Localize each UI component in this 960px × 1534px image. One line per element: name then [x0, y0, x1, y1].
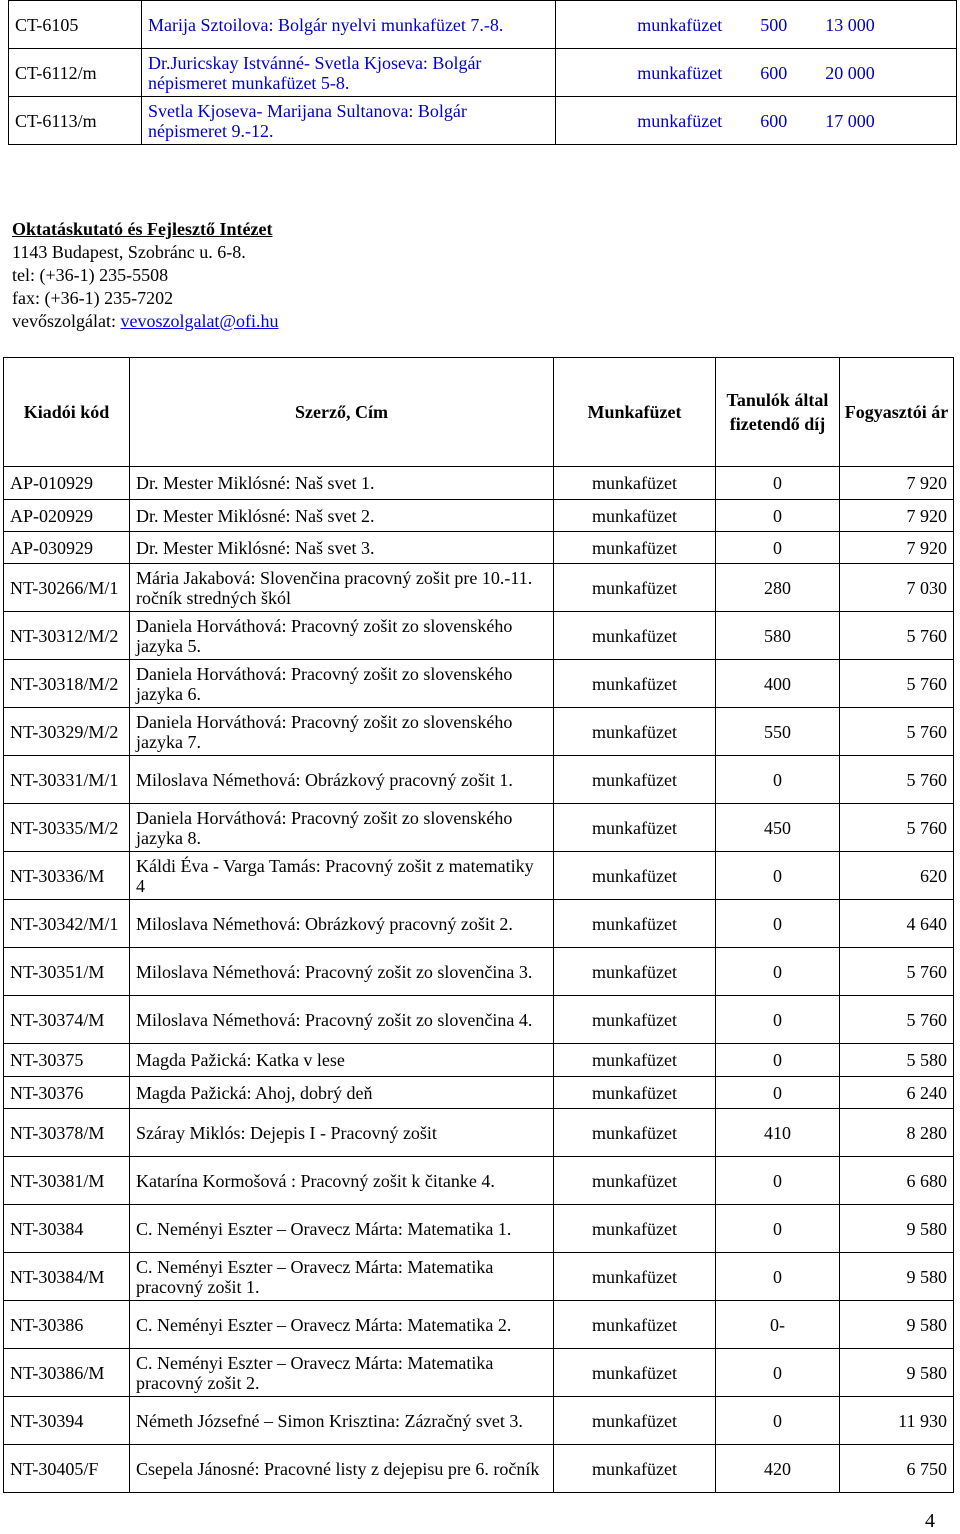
- cell-fee: 0: [716, 1157, 840, 1205]
- cell-title: Magda Pažická: Ahoj, dobrý deň: [130, 1077, 554, 1109]
- cell-price: 7 920: [840, 500, 954, 532]
- cell-title: C. Neményi Eszter – Oravecz Márta: Matematika 1.: [130, 1205, 554, 1253]
- top-cell-fee: 500: [760, 14, 788, 35]
- cell-code: NT-30375: [4, 1044, 130, 1077]
- cell-fee: 420: [716, 1445, 840, 1493]
- cell-fee: 0: [716, 1205, 840, 1253]
- cell-code: NT-30336/M: [4, 852, 130, 900]
- cell-fee: 410: [716, 1109, 840, 1157]
- cell-type: munkafüzet: [554, 996, 716, 1044]
- cell-fee: 0: [716, 900, 840, 948]
- cell-title: C. Neményi Eszter – Oravecz Márta: Matematika pracovný zošit 2.: [130, 1349, 554, 1397]
- cell-title: Mária Jakabová: Slovenčina pracovný zošit pre 10.-11. ročník stredných škól: [130, 564, 554, 612]
- cell-type: munkafüzet: [554, 1301, 716, 1349]
- cell-type: munkafüzet: [554, 1109, 716, 1157]
- cell-fee: 0-: [716, 1301, 840, 1349]
- top-cell-code: CT-6112/m: [9, 49, 142, 97]
- cell-type: munkafüzet: [554, 1044, 716, 1077]
- cell-title: Csepela Jánosné: Pracovné listy z dejepisu pre 6. ročník: [130, 1445, 554, 1493]
- cell-fee: 0: [716, 467, 840, 500]
- cell-title: Németh Józsefné – Simon Krisztina: Zázračný svet 3.: [130, 1397, 554, 1445]
- cell-code: AP-020929: [4, 500, 130, 532]
- email-link[interactable]: vevoszolgalat@ofi.hu: [120, 311, 279, 331]
- top-cell-price: 17 000: [825, 110, 875, 131]
- cell-type: munkafüzet: [554, 532, 716, 564]
- table-row: [4, 1349, 954, 1397]
- table-row: [4, 708, 954, 756]
- table-row: [4, 532, 954, 564]
- cell-fee: 0: [716, 1077, 840, 1109]
- publisher-service: [12, 310, 279, 333]
- cell-code: AP-010929: [4, 467, 130, 500]
- cell-title: Miloslava Némethová: Obrázkový pracovný zošit 1.: [130, 756, 554, 804]
- top-cell-values: [556, 49, 957, 97]
- table-row: [4, 1109, 954, 1157]
- cell-fee: 0: [716, 1253, 840, 1301]
- cell-code: NT-30329/M/2: [4, 708, 130, 756]
- cell-code: NT-30331/M/1: [4, 756, 130, 804]
- cell-price: 7 920: [840, 467, 954, 500]
- header-type: Munkafüzet: [554, 358, 716, 467]
- cell-title: Daniela Horváthová: Pracovný zošit zo slovenského jazyka 8.: [130, 804, 554, 852]
- cell-code: NT-30384: [4, 1205, 130, 1253]
- cell-title: Miloslava Némethová: Pracovný zošit zo slovenčina 3.: [130, 948, 554, 996]
- cell-type: munkafüzet: [554, 1349, 716, 1397]
- top-cell-fee: 600: [760, 62, 788, 83]
- cell-price: 7 920: [840, 532, 954, 564]
- cell-title: Káldi Éva - Varga Tamás: Pracovný zošit z matematiky 4: [130, 852, 554, 900]
- cell-fee: 0: [716, 1349, 840, 1397]
- table-row: [4, 948, 954, 996]
- table-row: [4, 1077, 954, 1109]
- publisher-tel: tel: (+36-1) 235-5508: [12, 265, 169, 285]
- cell-price: 6 750: [840, 1445, 954, 1493]
- top-table-row: [9, 1, 957, 49]
- cell-title: Magda Pažická: Katka v lese: [130, 1044, 554, 1077]
- table-row: [4, 564, 954, 612]
- cell-fee: 0: [716, 852, 840, 900]
- cell-code: NT-30342/M/1: [4, 900, 130, 948]
- table-row: [4, 996, 954, 1044]
- cell-fee: 0: [716, 532, 840, 564]
- top-cell-title: Marija Sztoilova: Bolgár nyelvi munkafüzet 7.-8.: [142, 1, 556, 49]
- cell-price: 5 760: [840, 948, 954, 996]
- top-cell-values: [556, 1, 957, 49]
- cell-type: munkafüzet: [554, 804, 716, 852]
- top-table-row: [9, 97, 957, 145]
- cell-type: munkafüzet: [554, 1397, 716, 1445]
- cell-price: 5 760: [840, 660, 954, 708]
- cell-type: munkafüzet: [554, 1205, 716, 1253]
- cell-fee: 400: [716, 660, 840, 708]
- cell-price: 8 280: [840, 1109, 954, 1157]
- cell-code: NT-30266/M/1: [4, 564, 130, 612]
- top-cell-values: [556, 97, 957, 145]
- cell-title: C. Neményi Eszter – Oravecz Márta: Matematika pracovný zošit 1.: [130, 1253, 554, 1301]
- top-cell-title: Dr.Juricskay Istvánné- Svetla Kjoseva: Bolgár népismeret munkafüzet 5-8.: [142, 49, 556, 97]
- cell-code: NT-30376: [4, 1077, 130, 1109]
- cell-title: C. Neményi Eszter – Oravecz Márta: Matematika 2.: [130, 1301, 554, 1349]
- cell-fee: 0: [716, 996, 840, 1044]
- table-row: [4, 1157, 954, 1205]
- table-row: [4, 1253, 954, 1301]
- cell-code: NT-30384/M: [4, 1253, 130, 1301]
- cell-price: 5 760: [840, 996, 954, 1044]
- header-price: Fogyasztói ár: [840, 358, 954, 467]
- cell-code: NT-30381/M: [4, 1157, 130, 1205]
- cell-fee: 0: [716, 948, 840, 996]
- table-row: [4, 1445, 954, 1493]
- cell-code: AP-030929: [4, 532, 130, 564]
- cell-fee: 0: [716, 1044, 840, 1077]
- cell-price: 5 760: [840, 804, 954, 852]
- publisher-address: 1143 Budapest, Szobránc u. 6-8.: [12, 242, 246, 262]
- cell-code: NT-30405/F: [4, 1445, 130, 1493]
- cell-fee: 580: [716, 612, 840, 660]
- table-row: [4, 1397, 954, 1445]
- cell-title: Daniela Horváthová: Pracovný zošit zo slovenského jazyka 7.: [130, 708, 554, 756]
- cell-price: 9 580: [840, 1253, 954, 1301]
- top-cell-title: Svetla Kjoseva- Marijana Sultanova: Bolgár népismeret 9.-12.: [142, 97, 556, 145]
- cell-title: Dr. Mester Miklósné: Naš svet 3.: [130, 532, 554, 564]
- cell-fee: 0: [716, 500, 840, 532]
- cell-price: 6 240: [840, 1077, 954, 1109]
- top-cell-type: munkafüzet: [637, 14, 723, 35]
- top-cell-fee: 600: [760, 110, 788, 131]
- cell-price: 7 030: [840, 564, 954, 612]
- cell-type: munkafüzet: [554, 756, 716, 804]
- cell-title: Daniela Horváthová: Pracovný zošit zo slovenského jazyka 6.: [130, 660, 554, 708]
- table-row: [4, 1301, 954, 1349]
- cell-type: munkafüzet: [554, 948, 716, 996]
- cell-code: NT-30378/M: [4, 1109, 130, 1157]
- cell-price: 5 580: [840, 1044, 954, 1077]
- cell-title: Dr. Mester Miklósné: Naš svet 1.: [130, 467, 554, 500]
- header-code: Kiadói kód: [4, 358, 130, 467]
- page-number: 4: [925, 1510, 935, 1532]
- cell-code: NT-30374/M: [4, 996, 130, 1044]
- service-label: vevőszolgálat:: [12, 311, 121, 331]
- cell-price: 5 760: [840, 708, 954, 756]
- table-row: [4, 660, 954, 708]
- header-fee: Tanulók által fizetendő díj: [716, 358, 840, 467]
- cell-type: munkafüzet: [554, 467, 716, 500]
- cell-fee: 0: [716, 756, 840, 804]
- table-row: [4, 500, 954, 532]
- cell-type: munkafüzet: [554, 1077, 716, 1109]
- top-cell-type: munkafüzet: [637, 110, 723, 131]
- header-title: Szerző, Cím: [130, 358, 554, 467]
- cell-code: NT-30351/M: [4, 948, 130, 996]
- cell-price: 5 760: [840, 756, 954, 804]
- top-cell-code: CT-6113/m: [9, 97, 142, 145]
- table-row: [4, 612, 954, 660]
- cell-title: Daniela Horváthová: Pracovný zošit zo slovenského jazyka 5.: [130, 612, 554, 660]
- cell-code: NT-30386: [4, 1301, 130, 1349]
- publisher-info: [12, 218, 279, 333]
- top-cell-type: munkafüzet: [637, 62, 723, 83]
- cell-price: 11 930: [840, 1397, 954, 1445]
- cell-price: 9 580: [840, 1349, 954, 1397]
- cell-fee: 550: [716, 708, 840, 756]
- cell-title: Miloslava Némethová: Obrázkový pracovný zošit 2.: [130, 900, 554, 948]
- cell-type: munkafüzet: [554, 612, 716, 660]
- cell-type: munkafüzet: [554, 852, 716, 900]
- cell-type: munkafüzet: [554, 1253, 716, 1301]
- cell-price: 5 760: [840, 612, 954, 660]
- cell-code: NT-30335/M/2: [4, 804, 130, 852]
- cell-fee: 0: [716, 1397, 840, 1445]
- table-row: [4, 756, 954, 804]
- cell-type: munkafüzet: [554, 660, 716, 708]
- cell-price: 4 640: [840, 900, 954, 948]
- top-table: [8, 0, 957, 145]
- price-table: [3, 357, 954, 1493]
- table-row: [4, 852, 954, 900]
- publisher-fax: fax: (+36-1) 235-7202: [12, 288, 174, 308]
- cell-title: Száray Miklós: Dejepis I - Pracovný zošit: [130, 1109, 554, 1157]
- cell-code: NT-30394: [4, 1397, 130, 1445]
- table-row: [4, 1044, 954, 1077]
- cell-type: munkafüzet: [554, 500, 716, 532]
- table-row: [4, 900, 954, 948]
- cell-type: munkafüzet: [554, 1157, 716, 1205]
- cell-code: NT-30318/M/2: [4, 660, 130, 708]
- publisher-name: Oktatáskutató és Fejlesztő Intézet: [12, 219, 273, 239]
- header-row: [4, 358, 954, 467]
- cell-price: 6 680: [840, 1157, 954, 1205]
- cell-code: NT-30386/M: [4, 1349, 130, 1397]
- cell-type: munkafüzet: [554, 708, 716, 756]
- cell-code: NT-30312/M/2: [4, 612, 130, 660]
- cell-title: Dr. Mester Miklósné: Naš svet 2.: [130, 500, 554, 532]
- table-row: [4, 467, 954, 500]
- cell-price: 9 580: [840, 1205, 954, 1253]
- top-table-row: [9, 49, 957, 97]
- cell-title: Katarína Kormošová : Pracovný zošit k čitanke 4.: [130, 1157, 554, 1205]
- cell-price: 9 580: [840, 1301, 954, 1349]
- table-row: [4, 1205, 954, 1253]
- cell-title: Miloslava Némethová: Pracovný zošit zo slovenčina 4.: [130, 996, 554, 1044]
- top-cell-code: CT-6105: [9, 1, 142, 49]
- cell-fee: 450: [716, 804, 840, 852]
- table-row: [4, 804, 954, 852]
- cell-type: munkafüzet: [554, 564, 716, 612]
- cell-type: munkafüzet: [554, 900, 716, 948]
- cell-price: 620: [840, 852, 954, 900]
- top-cell-price: 13 000: [825, 14, 875, 35]
- cell-type: munkafüzet: [554, 1445, 716, 1493]
- cell-fee: 280: [716, 564, 840, 612]
- top-cell-price: 20 000: [825, 62, 875, 83]
